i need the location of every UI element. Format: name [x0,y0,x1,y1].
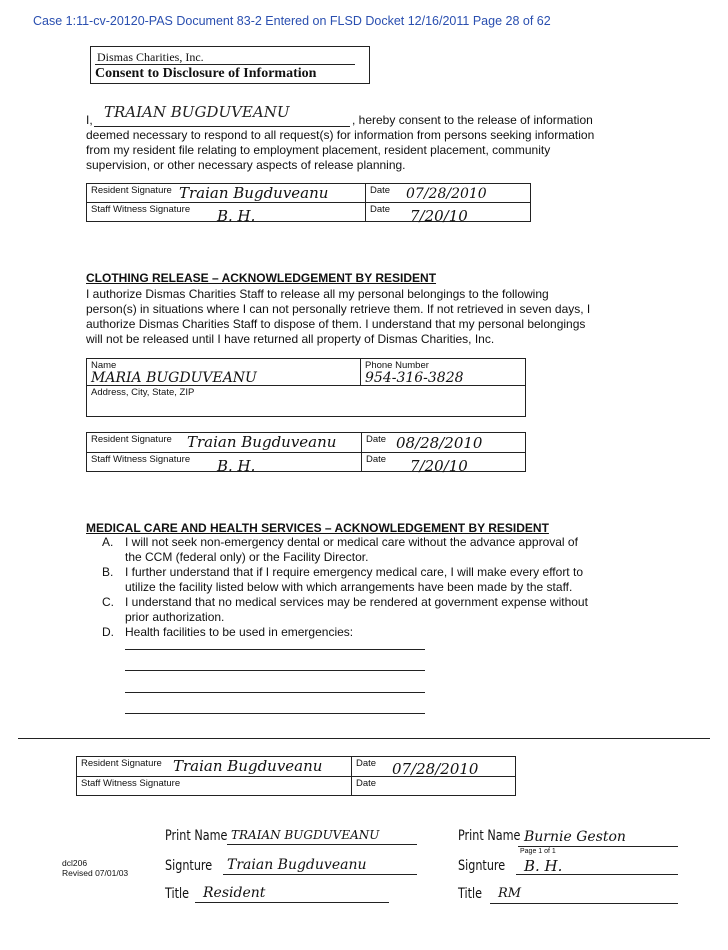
consent-line: deemed necessary to respond to all request(s) for information from persons seeking information [86,128,595,142]
recipient-name-cell[interactable]: Name MARIA BUGDUVEANU [87,359,361,386]
resident-date-cell[interactable]: Date 08/28/2010 [362,433,526,453]
resident-date-handwritten: 07/28/2010 [406,186,487,202]
signature-table-3 [76,756,516,796]
recipient-name: MARIA BUGDUVEANU [91,370,257,386]
resident-signature: Traian Bugduveanu [179,184,329,202]
witness-date-cell[interactable]: Date 7/20/10 [362,453,526,472]
consent-name-line [94,126,350,127]
recipient-phone: 954-316-3828 [365,370,464,386]
docket-header: Case 1:11-cv-20120-PAS Document 83-2 Entered on FLSD Docket 12/16/2011 Page 28 of 62 [33,14,551,28]
print-name-value: TRAIAN BUGDUVEANU [231,828,380,842]
footer-left-block [165,828,425,918]
title-label: Title [458,886,483,902]
medical-heading: MEDICAL CARE AND HEALTH SERVICES – ACKNOWLEDGEMENT BY RESIDENT [86,521,549,535]
resident-date-cell[interactable]: Date 07/28/2010 [366,184,531,203]
list-item: D. Health facilities to be used in emergencies: [102,625,354,639]
resident-date-handwritten: 07/28/2010 [392,760,479,778]
list-item: C. I understand that no medical services may be rendered at government expense without prior authorization. [102,595,588,624]
facility-line-2[interactable] [125,670,425,671]
print-name-label: Print Name [458,828,521,844]
witness-date-handwritten: 7/20/10 [410,457,468,475]
resident-signature-cell[interactable]: Resident Signature Traian Bugduveanu [77,757,352,777]
resident-signature: Traian Bugduveanu [173,757,323,775]
print-name-value: Burnie Geston [524,829,626,845]
consent-prefix: I, [86,113,93,127]
recipient-phone-cell[interactable]: Phone Number 954-316-3828 [361,359,526,386]
signature-table-2 [86,432,526,475]
witness-date-cell[interactable]: Date 7/20/10 [366,203,531,222]
title-box [90,46,370,84]
page-title: Consent to Disclosure of Information [95,64,355,82]
consent-name-handwritten: TRAIAN BUGDUVEANU [104,103,290,121]
signature-value: B. H. [524,857,563,875]
recipient-address-cell[interactable]: Address, City, State, ZIP [87,386,526,417]
clothing-heading: CLOTHING RELEASE – ACKNOWLEDGEMENT BY RESIDENT [86,271,437,285]
witness-date-handwritten: 7/20/10 [410,207,468,225]
clothing-line: person(s) in situations where I can not personally retrieve them. If not retrieved in seven days, I [86,302,591,316]
title-value: Resident [203,885,266,901]
signature-label: Signture [165,858,213,874]
title-value: RM [498,886,522,901]
facility-line-3[interactable] [125,692,425,693]
print-name-label: Print Name [165,828,228,844]
title-label: Title [165,886,190,902]
signature-table-1 [86,183,531,225]
witness-signature: B. H. [217,207,256,225]
page-note: Page 1 of 1 [520,848,556,855]
witness-signature-cell[interactable]: Staff Witness Signature B. H. [87,453,362,472]
resident-date-handwritten: 08/28/2010 [396,434,483,452]
form-id: dcl206 Revised 07/01/03 [62,858,129,878]
clothing-line: I authorize Dismas Charities Staff to release all my personal belongings to the following [86,287,549,301]
clothing-line: authorize Dismas Charities Staff to dispose of them. I understand that my personal belongings [86,317,586,331]
witness-date-cell[interactable]: Date [352,777,516,796]
facility-line-1[interactable] [125,649,425,650]
medical-list [102,535,632,640]
resident-signature: Traian Bugduveanu [187,433,337,451]
consent-paragraph [86,103,631,173]
signature-label: Signture [458,858,506,874]
resident-date-cell[interactable]: Date 07/28/2010 [352,757,516,777]
organization-name: Dismas Charities, Inc. [97,50,204,64]
consent-line1-end: , hereby consent to the release of information [352,113,593,127]
resident-signature-cell[interactable]: Resident Signature Traian Bugduveanu [87,433,362,453]
signature-value: Traian Bugduveanu [227,857,367,873]
witness-signature-cell[interactable]: Staff Witness Signature [77,777,352,796]
section-divider [18,738,710,739]
consent-line: supervision, or other necessary aspects of release planning. [86,158,406,172]
consent-line: from my resident file relating to employment placement, resident placement, community [86,143,551,157]
witness-signature: B. H. [217,457,256,475]
clothing-paragraph [86,287,631,347]
facility-line-4[interactable] [125,713,425,714]
recipient-table [86,358,526,417]
footer-right-block [458,828,688,918]
clothing-line: will not be released until I have returned all property of Dismas Charities, Inc. [86,332,495,346]
witness-signature-cell[interactable]: Staff Witness Signature B. H. [87,203,366,222]
resident-signature-cell[interactable]: Resident Signature Traian Bugduveanu [87,184,366,203]
list-item: A. I will not seek non-emergency dental or medical care without the advance approval of the CCM (federal only) or the Facility Director. [102,535,578,564]
list-item: B. I further understand that if I require emergency medical care, I will make every effort to utilize the facility listed below with which arrangements have been made by the staff. [102,565,583,594]
